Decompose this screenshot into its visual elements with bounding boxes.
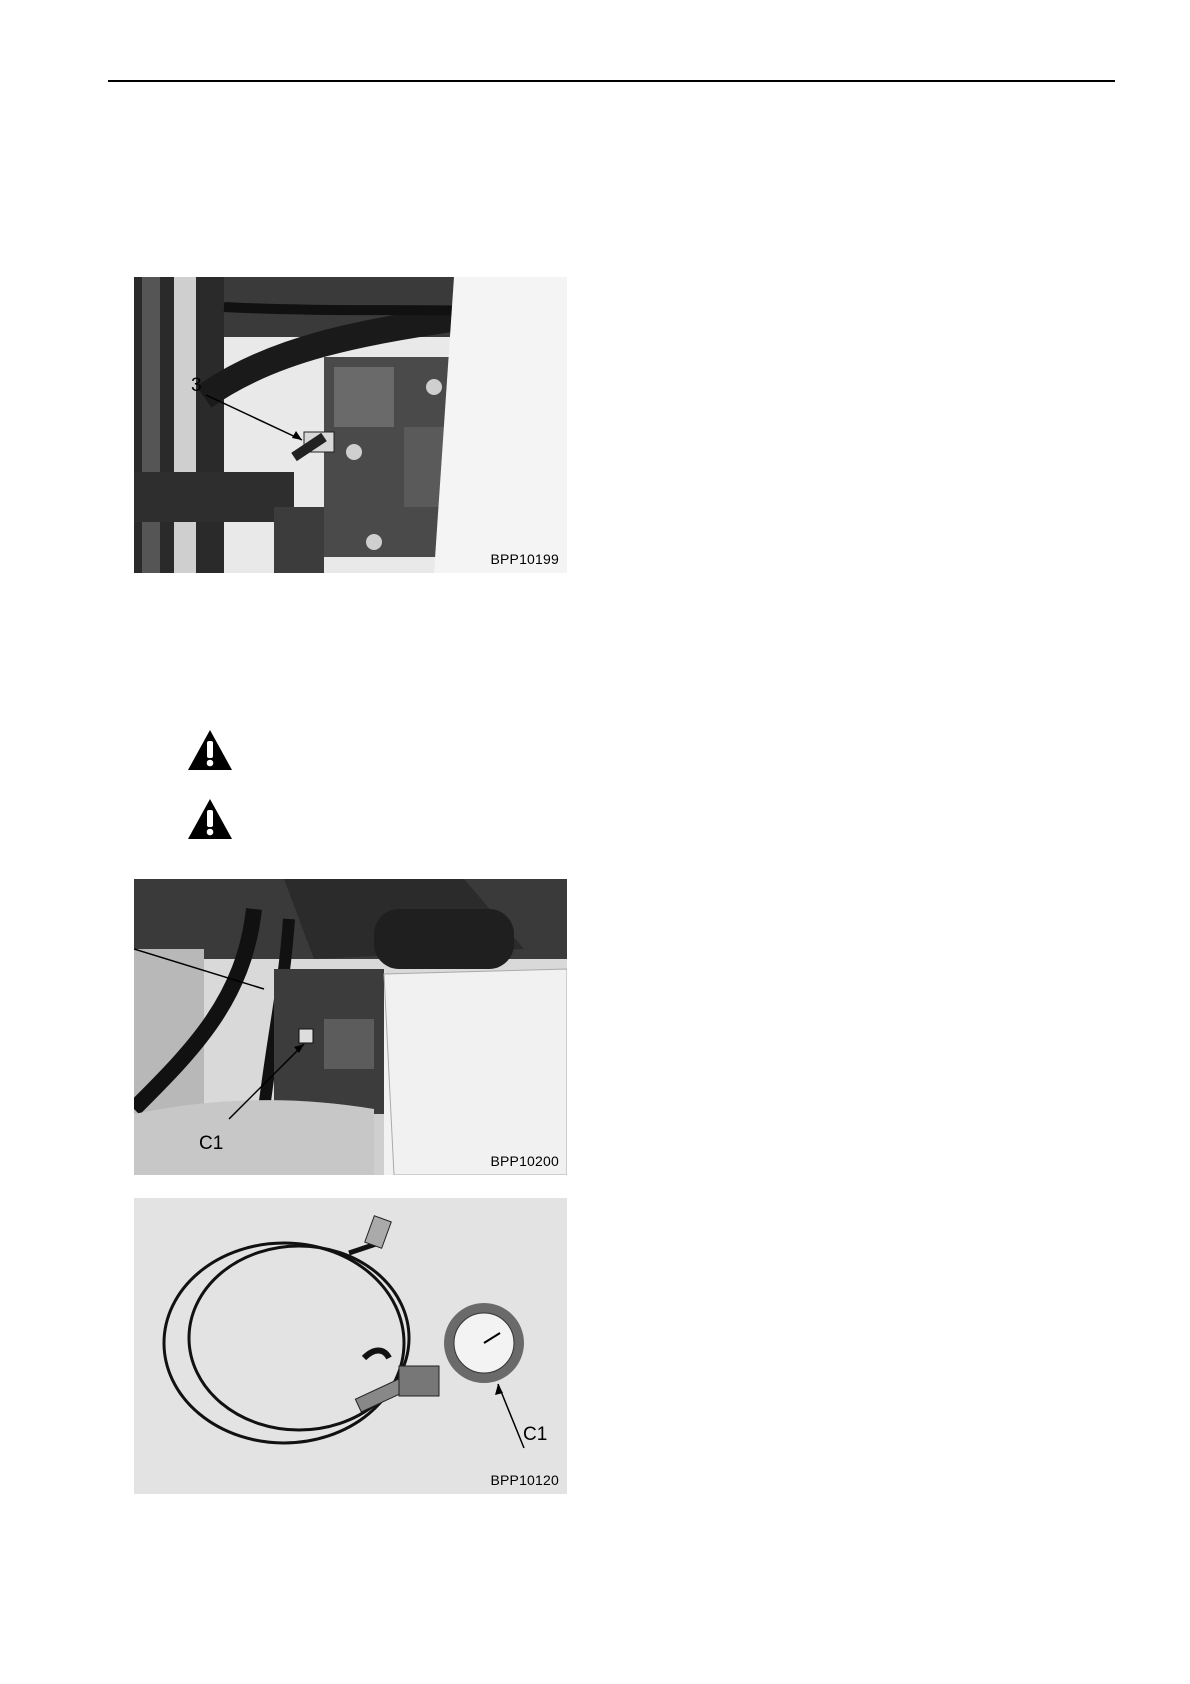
photo-engine-compartment — [134, 879, 567, 1175]
warning-triangle-icon — [186, 797, 234, 841]
callout-label: C1 — [523, 1424, 548, 1445]
figure-code: BPP10120 — [490, 1472, 559, 1488]
callout-label: 3 — [191, 375, 202, 396]
figure-code: BPP10199 — [490, 551, 559, 567]
warning-triangle-icon — [186, 728, 234, 772]
figure-bpp10200 — [134, 879, 567, 1175]
callout-label: C1 — [199, 1133, 224, 1154]
figure-code: BPP10200 — [490, 1153, 559, 1169]
figure-bpp10120 — [134, 1198, 567, 1494]
figure-bpp10199 — [134, 277, 567, 573]
header-rule — [108, 80, 1115, 82]
photo-hydraulic-valve — [134, 277, 567, 573]
photo-pressure-gauge-kit — [134, 1198, 567, 1494]
